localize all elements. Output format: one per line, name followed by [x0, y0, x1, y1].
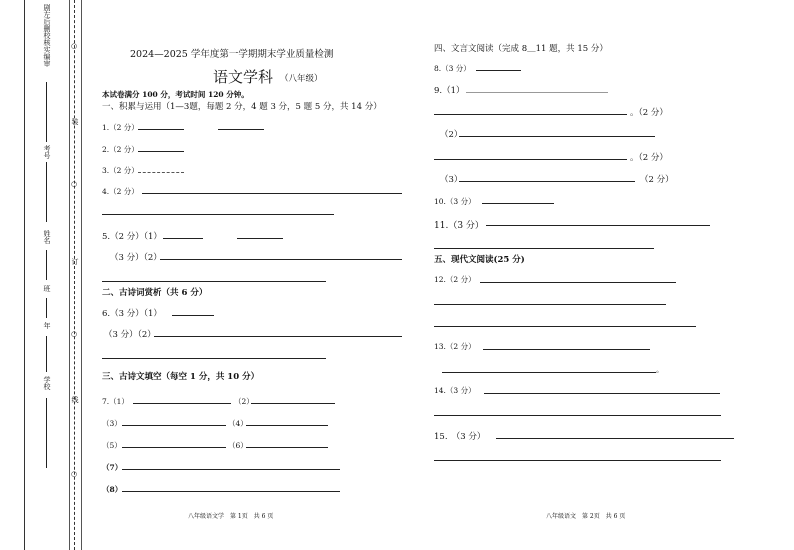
- q6-1-answer-line[interactable]: [172, 315, 214, 316]
- q7-3-label: （3）: [102, 419, 122, 428]
- q12-answer-line-3[interactable]: [434, 326, 696, 327]
- q14-label: 14.（3 分）: [434, 386, 476, 395]
- q14-answer-line-1[interactable]: [484, 393, 720, 394]
- binding-top-note: 剧左后删校核实编审: [43, 4, 51, 67]
- line-mark: ○: [70, 470, 78, 478]
- page-2-footer: 八年级语文 第 2页 共 6 页: [546, 513, 626, 520]
- q3-answer-line[interactable]: [138, 172, 184, 173]
- section-3-title: 三、古诗文填空（每空 1 分，共 10 分）: [102, 372, 260, 382]
- q13-label: 13.（2 分）: [434, 342, 476, 351]
- q4-answer-line-1[interactable]: [142, 193, 402, 194]
- q13-end-mark: 。: [656, 365, 664, 374]
- q11-answer-line-2[interactable]: [434, 248, 654, 249]
- q9-1-answer-line-1[interactable]: [466, 92, 608, 93]
- q1-answer-line-1[interactable]: [138, 129, 184, 130]
- q4-label: 4.（2 分）: [102, 187, 139, 196]
- q5-1-answer-line-1[interactable]: [163, 238, 203, 239]
- q9-3-score: （2 分）: [640, 175, 674, 185]
- nian-field-line[interactable]: [46, 336, 47, 372]
- q7-2-answer-line[interactable]: [251, 403, 335, 404]
- q10-answer-line[interactable]: [482, 203, 554, 204]
- q5-1-answer-line-2[interactable]: [237, 238, 283, 239]
- q9-2-answer-line-1[interactable]: [459, 136, 655, 137]
- q1-answer-line-2[interactable]: [218, 129, 264, 130]
- q3-label: 3.（2 分）: [102, 166, 139, 175]
- q15-label: 15. （3 分）: [434, 432, 486, 442]
- line-mark: ○: [70, 42, 78, 50]
- q6-2-answer-line-1[interactable]: [154, 336, 402, 337]
- line-mark: 订: [71, 258, 79, 265]
- ban-field-line[interactable]: [46, 298, 47, 318]
- q13-answer-line-1[interactable]: [483, 349, 650, 350]
- q11-label: 11.（3 分）: [434, 221, 484, 231]
- q5-2-label: （3 分）（2）: [110, 253, 162, 263]
- line-mark: ○: [70, 180, 78, 188]
- q2-answer-line[interactable]: [138, 151, 184, 152]
- q4-answer-line-2[interactable]: [102, 214, 334, 215]
- section-1-title: 一、积累与运用（1—3题，每题 2 分，4 题 3 分，5 题 5 分，共 14 分）: [102, 102, 382, 112]
- line-mark: 线: [71, 396, 79, 403]
- q12-label: 12.（2 分）: [434, 275, 476, 284]
- q10-label: 10.（3 分）: [434, 197, 476, 206]
- q5-2-answer-line-2[interactable]: [102, 281, 326, 282]
- xuexiao-field-line[interactable]: [46, 398, 47, 468]
- section-4-title: 四、文言文阅读（完成 8＿11 题，共 15 分）: [434, 44, 608, 54]
- q7-5-label: （5）: [102, 441, 122, 450]
- q7-1-answer-line[interactable]: [133, 403, 231, 404]
- q7-5-answer-line[interactable]: [122, 447, 226, 448]
- q6-2-label: （3 分）（2）: [104, 330, 156, 340]
- q7-2-label: （2）: [234, 397, 254, 406]
- q8-answer-line[interactable]: [476, 70, 521, 71]
- binding-field-line: [46, 82, 47, 142]
- exam-title: 2024—2025 学年度第一学期期末学业质量检测: [130, 49, 334, 60]
- q9-2-score: 。（2 分）: [630, 153, 668, 163]
- q9-3-label: （3）: [440, 175, 463, 185]
- q9-1-score: 。（2 分）: [630, 108, 668, 118]
- q7-6-label: （6）: [228, 441, 248, 450]
- q7-7-answer-line[interactable]: [122, 469, 340, 470]
- q12-answer-line-2[interactable]: [434, 304, 666, 305]
- q7-8-label: （8）: [102, 485, 123, 494]
- xingming-label: 姓名: [43, 230, 51, 244]
- q9-1-answer-line-2[interactable]: [434, 114, 627, 115]
- q7-4-answer-line[interactable]: [246, 425, 328, 426]
- q7-4-label: （4）: [228, 419, 248, 428]
- q9-2-answer-line-2[interactable]: [434, 159, 627, 160]
- q8-label: 8.（3 分）: [434, 64, 471, 73]
- exam-note: 本试卷满分 100 分，考试时间 120 分钟。: [102, 90, 249, 99]
- subject-title: 语文学科: [213, 68, 274, 86]
- q7-7-label: （7）: [102, 463, 123, 472]
- q5-2-answer-line-1[interactable]: [160, 259, 402, 260]
- kaohao-label: 考号: [43, 145, 51, 159]
- q12-answer-line-1[interactable]: [480, 282, 676, 283]
- kaohao-field-line[interactable]: [46, 162, 47, 222]
- q6-label: 6.（3 分）（1）: [102, 309, 162, 319]
- q11-answer-line-1[interactable]: [486, 225, 710, 226]
- q15-answer-line-1[interactable]: [496, 438, 734, 439]
- q6-2-answer-line-2[interactable]: [102, 358, 326, 359]
- q14-answer-line-2[interactable]: [434, 415, 721, 416]
- section-2-title: 二、古诗词赏析（共 6 分）: [102, 288, 208, 298]
- xuexiao-label: 学校: [43, 376, 51, 390]
- grade-label: （八年级）: [280, 74, 323, 84]
- q7-1-label: 7.（1）: [102, 397, 129, 406]
- q5-label: 5.（2 分）（1）: [102, 232, 162, 242]
- q9-2-label: （2）: [440, 130, 463, 140]
- page-1-footer: 八年级语文学 第 1页 共 6 页: [188, 513, 274, 520]
- q7-8-answer-line[interactable]: [122, 491, 340, 492]
- q15-answer-line-2[interactable]: [434, 460, 721, 461]
- binding-outer-line: [24, 0, 25, 550]
- q13-answer-line-2[interactable]: [442, 372, 656, 373]
- q9-3-answer-line[interactable]: [459, 181, 635, 182]
- line-mark: 装: [71, 118, 79, 125]
- nian-label: 年: [43, 322, 51, 329]
- q7-6-answer-line[interactable]: [246, 447, 328, 448]
- section-5-title: 五、现代文阅读(25 分): [434, 255, 525, 265]
- ban-label: 班: [43, 285, 51, 292]
- q1-label: 1.（2 分）: [102, 123, 139, 132]
- line-mark: ○: [70, 330, 78, 338]
- xingming-field-line[interactable]: [46, 250, 47, 280]
- q7-3-answer-line[interactable]: [122, 425, 226, 426]
- q2-label: 2.（2 分）: [102, 145, 139, 154]
- q9-label: 9.（1）: [434, 86, 465, 96]
- binding-strip: [69, 0, 82, 550]
